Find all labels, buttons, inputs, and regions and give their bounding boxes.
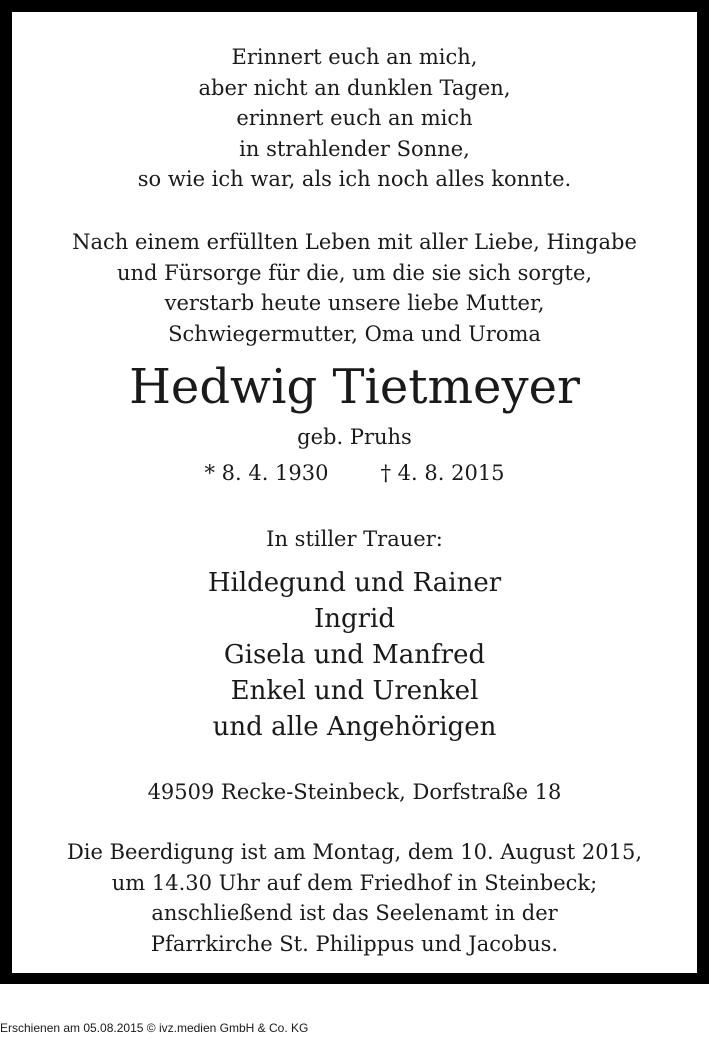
address: 49509 Recke-Steinbeck, Dorfstraße 18 bbox=[147, 780, 562, 804]
poem bbox=[12, 42, 697, 195]
family-member: und alle Angehörigen bbox=[212, 712, 497, 742]
mourning-heading: In stiller Trauer: bbox=[266, 527, 443, 551]
announcement-line: Nach einem erfüllten Leben mit aller Liebe, Hingabe bbox=[72, 230, 637, 254]
announcement-text bbox=[12, 227, 697, 349]
poem-line: erinnert euch an mich bbox=[236, 106, 473, 130]
poem-line: in strahlender Sonne, bbox=[239, 136, 470, 161]
deceased-name: Hedwig Tietmeyer bbox=[129, 359, 580, 415]
poem-line: Erinnert euch an mich, bbox=[231, 45, 478, 69]
family-member: Gisela und Manfred bbox=[223, 640, 486, 670]
birth-date: * 8. 4. 1930 bbox=[204, 461, 329, 485]
funeral-line: Die Beerdigung ist am Montag, dem 10. August 2015, bbox=[66, 840, 643, 864]
life-dates bbox=[12, 459, 697, 487]
family-member: Enkel und Urenkel bbox=[230, 676, 479, 706]
poem-line: aber nicht an dunklen Tagen, bbox=[198, 75, 511, 100]
publication-footer: Erschienen am 05.08.2015 © ivz.medien GmbH & Co. KG bbox=[0, 1021, 309, 1035]
funeral-line: Pfarrkirche St. Philippus und Jacobus. bbox=[150, 931, 559, 956]
family-member: Ingrid bbox=[313, 604, 396, 634]
announcement-line: und Fürsorge für die, um die sie sich sorgte, bbox=[116, 260, 593, 285]
funeral-info bbox=[12, 837, 697, 959]
poem-line: so wie ich war, als ich noch alles konnte. bbox=[137, 167, 572, 191]
family-member: Hildegund und Rainer bbox=[207, 568, 502, 598]
funeral-line: anschließend ist das Seelenamt in der bbox=[151, 901, 558, 925]
family-list bbox=[12, 565, 697, 745]
maiden-name: geb. Pruhs bbox=[297, 425, 412, 449]
announcement-line: Schwiegermutter, Oma und Uroma bbox=[168, 321, 541, 346]
obituary-card bbox=[12, 12, 697, 973]
announcement-line: verstarb heute unsere liebe Mutter, bbox=[164, 291, 545, 315]
funeral-line: um 14.30 Uhr auf dem Friedhof in Steinbeck; bbox=[111, 870, 598, 895]
death-date: † 4. 8. 2015 bbox=[380, 461, 505, 485]
